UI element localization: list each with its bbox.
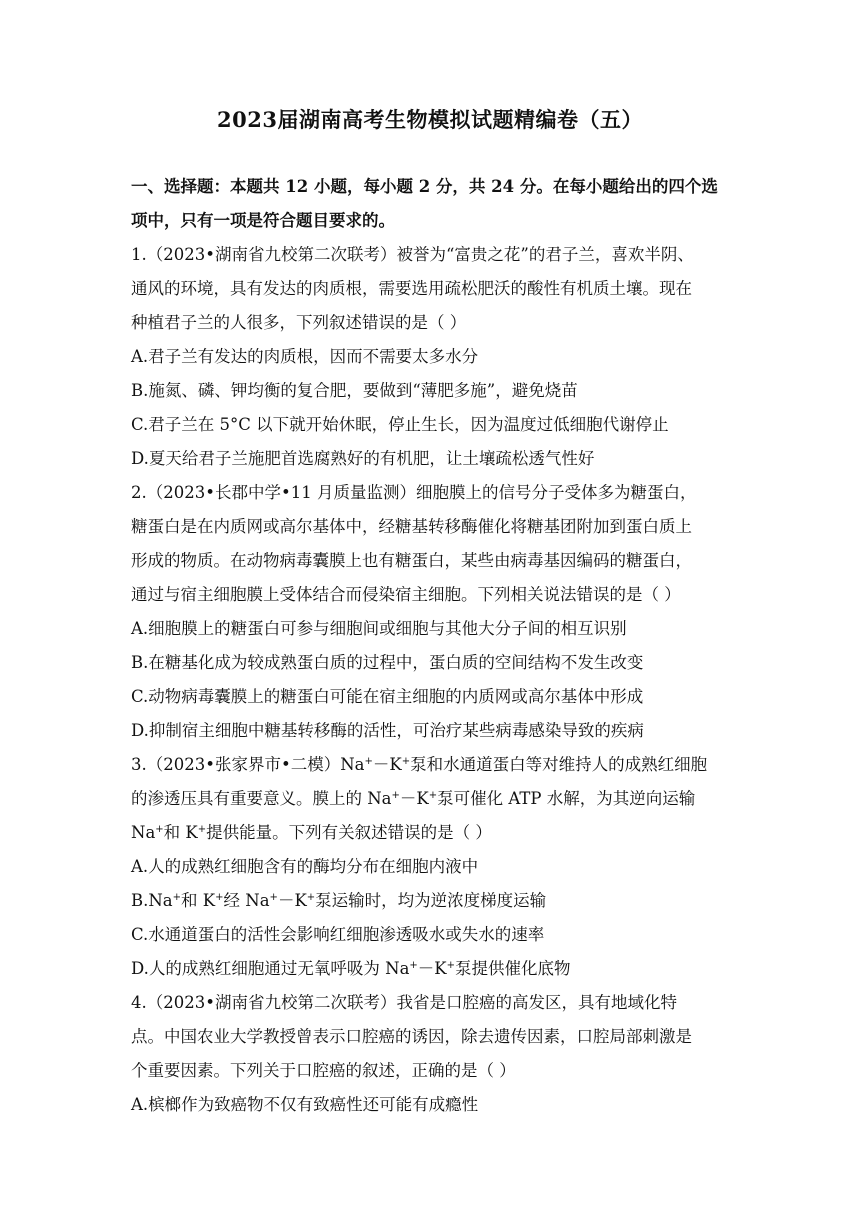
document-body bbox=[131, 170, 741, 1122]
q3-option-d bbox=[131, 952, 741, 986]
q3-stem-3-part-b: 和 K bbox=[163, 823, 198, 842]
q3-option-d-part-a: D.人的成熟红细胞通过无氧呼吸为 Na bbox=[131, 959, 410, 978]
q3-option-b bbox=[131, 884, 741, 918]
q4-stem-line-1: 4.（2023•湖南省九校第二次联考）我省是口腔癌的高发区，具有地域化特 bbox=[131, 993, 677, 1012]
q4-stem-line-2: 点。中国农业大学教授曾表示口腔癌的诱因，除去遗传因素，口腔局部刺激是 bbox=[131, 1027, 692, 1046]
q3-option-a: A.人的成熟红细胞含有的酶均分布在细胞内液中 bbox=[131, 857, 479, 876]
q3-stem-2-part-c: 泵可催化 ATP 水解，为其逆向运输 bbox=[437, 789, 696, 808]
q2-stem-line-2: 糖蛋白是在内质网或高尔基体中，经糖基转移酶催化将糖基团附加到蛋白质上 bbox=[131, 517, 692, 536]
superscript-plus: + bbox=[172, 892, 182, 903]
q3-stem-2-part-b: －K bbox=[399, 789, 429, 808]
q3-option-c: C.水通道蛋白的活性会影响红细胞渗透吸水或失水的速率 bbox=[131, 925, 545, 944]
q2-option-d: D.抑制宿主细胞中糖基转移酶的活性，可治疗某些病毒感染导致的疾病 bbox=[131, 721, 644, 740]
q1-option-d: D.夏天给君子兰施肥首选腐熟好的有机肥，让土壤疏松透气性好 bbox=[131, 449, 595, 468]
superscript-plus: + bbox=[428, 790, 438, 801]
q2-stem-line-1: 2.（2023•长郡中学•11 月质量监测）细胞膜上的信号分子受体多为糖蛋白， bbox=[131, 483, 697, 502]
superscript-plus: + bbox=[306, 892, 316, 903]
q3-stem-2-part-a: 的渗透压具有重要意义。膜上的 Na bbox=[131, 789, 392, 808]
q1-option-b: B.施氮、磷、钾均衡的复合肥，要做到“薄肥多施”，避免烧苗 bbox=[131, 381, 578, 400]
q1-option-c: C.君子兰在 5°C 以下就开始休眠，停止生长，因为温度过低细胞代谢停止 bbox=[131, 415, 669, 434]
q2-stem-line-4: 通过与宿主细胞膜上受体结合而侵染宿主细胞。下列相关说法错误的是（ ） bbox=[131, 585, 681, 604]
superscript-plus: + bbox=[269, 892, 278, 903]
q3-stem-line-2 bbox=[131, 782, 741, 816]
q4-option-a: A.槟榔作为致癌物不仅有致癌性还可能有成瘾性 bbox=[131, 1095, 479, 1114]
page-title: 2023届湖南高考生物模拟试题精编卷（五） bbox=[217, 107, 643, 132]
superscript-plus: + bbox=[409, 960, 418, 971]
q3-stem-3-part-a: Na bbox=[131, 823, 156, 842]
superscript-plus: + bbox=[401, 756, 411, 767]
superscript-plus: + bbox=[391, 790, 400, 801]
q4-stem-line-3: 个重要因素。下列关于口腔癌的叙述，正确的是（ ） bbox=[131, 1061, 516, 1080]
q2-stem-line-3: 形成的物质。在动物病毒囊膜上也有糖蛋白，某些由病毒基因编码的糖蛋白， bbox=[131, 551, 692, 570]
q3-stem-1-part-c: 泵和水通道蛋白等对维持人的成熟红细胞 bbox=[410, 755, 708, 774]
q1-stem-line-3: 种植君子兰的人很多，下列叙述错误的是（ ） bbox=[131, 313, 467, 332]
q3-option-d-part-b: －K bbox=[417, 959, 447, 978]
q3-option-b-part-b: 和 K bbox=[181, 891, 216, 910]
q3-stem-1-part-a: 3.（2023•张家界市•二模）Na bbox=[131, 755, 365, 774]
superscript-plus: + bbox=[446, 960, 456, 971]
superscript-plus: + bbox=[215, 892, 224, 903]
q3-option-b-part-c: 经 Na bbox=[223, 891, 270, 910]
q3-option-b-part-a: B.Na bbox=[131, 891, 173, 910]
q3-stem-line-1 bbox=[131, 748, 741, 782]
q2-option-c: C.动物病毒囊膜上的糖蛋白可能在宿主细胞的内质网或高尔基体中形成 bbox=[131, 687, 644, 706]
superscript-plus: + bbox=[155, 824, 164, 835]
q3-option-b-part-d: －K bbox=[277, 891, 307, 910]
q3-option-d-part-c: 泵提供催化底物 bbox=[455, 959, 571, 978]
q3-option-b-part-e: 泵运输时，均为逆浓度梯度运输 bbox=[315, 891, 547, 910]
section-heading-line-1: 一、选择题：本题共 12 小题，每小题 2 分，共 24 分。在每小题给出的四个选 bbox=[131, 177, 718, 196]
q1-option-a: A.君子兰有发达的肉质根，因而不需要太多水分 bbox=[131, 347, 479, 366]
q2-option-a: A.细胞膜上的糖蛋白可参与细胞间或细胞与其他大分子间的相互识别 bbox=[131, 619, 627, 638]
section-heading-line-2: 项中，只有一项是符合题目要求的。 bbox=[131, 211, 395, 230]
q1-stem-line-1: 1.（2023•湖南省九校第二次联考）被誉为“富贵之花”的君子兰，喜欢半阴、 bbox=[131, 245, 694, 264]
superscript-plus: + bbox=[197, 824, 207, 835]
q2-option-b: B.在糖基化成为较成熟蛋白质的过程中，蛋白质的空间结构不发生改变 bbox=[131, 653, 644, 672]
q3-stem-line-3 bbox=[131, 816, 741, 850]
q1-stem-line-2: 通风的环境，具有发达的肉质根，需要选用疏松肥沃的酸性有机质土壤。现在 bbox=[131, 279, 692, 298]
q3-stem-1-part-b: －K bbox=[372, 755, 402, 774]
q3-stem-3-part-c: 提供能量。下列有关叙述错误的是（ ） bbox=[206, 823, 492, 842]
superscript-plus: + bbox=[364, 756, 373, 767]
